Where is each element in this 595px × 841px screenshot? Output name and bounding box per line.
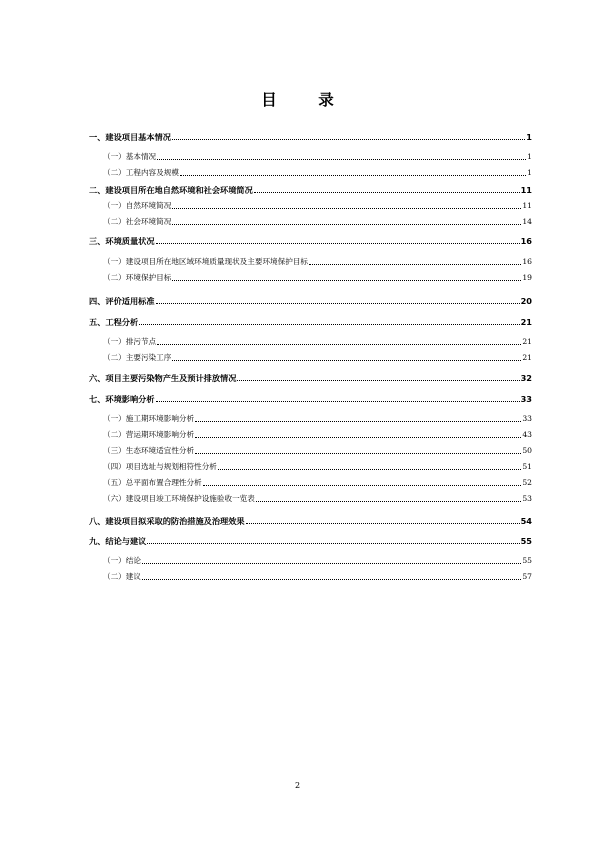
toc-entry-page: 54 (520, 516, 532, 526)
toc-entry-label: （四）项目选址与规划相符性分析 (103, 462, 217, 471)
toc-entry-page: 55 (520, 536, 532, 546)
toc-entry-label: （一）自然环境简况 (103, 201, 172, 210)
toc-dot-leader (156, 242, 520, 244)
toc-subsection-entry[interactable] (89, 336, 532, 348)
toc-subsection-entry[interactable] (89, 352, 532, 364)
toc-entry-label: 一、建设项目基本情况 (89, 132, 171, 142)
toc-entry-page: 1 (526, 132, 532, 142)
toc-dot-leader (172, 138, 525, 140)
toc-dot-leader (195, 452, 521, 454)
toc-entry-page: 11 (520, 185, 532, 195)
toc-subsection-entry[interactable] (89, 571, 532, 583)
toc-dot-leader (142, 578, 521, 580)
toc-entry-label: （二）建议 (103, 572, 141, 581)
toc-entry-label: （一）施工期环境影响分析 (103, 414, 195, 423)
toc-entry-label: （一）基本情况 (103, 152, 157, 161)
toc-entry-label: （二）社会环境简况 (103, 217, 172, 226)
toc-section-entry[interactable] (89, 235, 532, 247)
toc-dot-leader (157, 343, 521, 345)
toc-dot-leader (195, 436, 521, 438)
toc-dot-leader (172, 279, 521, 281)
toc-entry-page: 14 (522, 217, 532, 226)
toc-entry-label: （五）总平面布置合理性分析 (103, 478, 202, 487)
toc-section-entry[interactable] (89, 372, 532, 384)
toc-entry-page: 1 (527, 152, 532, 161)
toc-dot-leader (172, 207, 521, 209)
toc-entry-label: 七、环境影响分析 (89, 394, 155, 404)
toc-subsection-entry[interactable] (89, 477, 532, 489)
toc-section-entry[interactable] (89, 535, 532, 547)
toc-entry-page: 1 (527, 168, 532, 177)
toc-dot-leader (157, 158, 526, 160)
toc-entry-label: （三）生态环境适宜性分析 (103, 446, 195, 455)
toc-entry-page: 53 (522, 494, 532, 503)
toc-subsection-entry[interactable] (89, 461, 532, 473)
toc-entry-label: （一）排污节点 (103, 337, 157, 346)
toc-entry-page: 55 (522, 556, 532, 565)
toc-entry-label: （一）建设项目所在地区域环境质量现状及主要环境保护目标 (103, 257, 309, 266)
toc-subsection-entry[interactable] (89, 216, 532, 228)
toc-dot-leader (142, 562, 521, 564)
toc-dot-leader (256, 500, 521, 502)
toc-entry-label: （二）环境保护目标 (103, 273, 172, 282)
toc-dot-leader (309, 263, 521, 265)
toc-dot-leader (246, 522, 520, 524)
toc-entry-page: 43 (522, 430, 532, 439)
toc-dot-leader (218, 468, 521, 470)
toc-dot-leader (254, 191, 520, 193)
toc-entry-page: 21 (520, 317, 532, 327)
toc-subsection-entry[interactable] (89, 167, 532, 179)
page-number: 2 (294, 781, 301, 790)
toc-section-entry[interactable] (89, 515, 532, 527)
toc-section-entry[interactable] (89, 316, 532, 328)
toc-entry-label: （六）建设项目竣工环境保护设施验收一览表 (103, 494, 255, 503)
toc-entry-page: 16 (522, 257, 532, 266)
toc-entry-page: 21 (522, 353, 532, 362)
toc-entry-page: 19 (522, 273, 532, 282)
toc-section-entry[interactable] (89, 393, 532, 405)
toc-entry-page: 57 (522, 572, 532, 581)
toc-dot-leader (156, 302, 520, 304)
toc-entry-label: （二）主要污染工序 (103, 353, 172, 362)
toc-entry-page: 20 (520, 296, 532, 306)
toc-entry-label: 三、环境质量状况 (89, 236, 155, 246)
toc-dot-leader (172, 359, 521, 361)
toc-section-entry[interactable] (89, 131, 532, 143)
toc-entry-label: （二）营运期环境影响分析 (103, 430, 195, 439)
toc-dot-leader (156, 400, 520, 402)
toc-subsection-entry[interactable] (89, 200, 532, 212)
toc-entry-label: （二）工程内容及规模 (103, 168, 179, 177)
toc-section-entry[interactable] (89, 295, 532, 307)
toc-subsection-entry[interactable] (89, 256, 532, 268)
toc-entry-label: 五、工程分析 (89, 317, 139, 327)
toc-entry-page: 11 (522, 201, 532, 210)
toc-entry-page: 33 (520, 394, 532, 404)
toc-entry-page: 16 (520, 236, 532, 246)
toc-entry-label: 六、项目主要污染物产生及预计排放情况 (89, 373, 237, 383)
toc-entry-label: 四、评价适用标准 (89, 296, 155, 306)
toc-subsection-entry[interactable] (89, 555, 532, 567)
page-title: 目 录 (261, 91, 352, 109)
toc-dot-leader (147, 542, 519, 544)
toc-entry-page: 52 (522, 478, 532, 487)
toc-subsection-entry[interactable] (89, 493, 532, 505)
toc-entry-page: 33 (522, 414, 532, 423)
toc-entry-page: 32 (520, 373, 532, 383)
toc-dot-leader (203, 484, 522, 486)
toc-dot-leader (237, 379, 519, 381)
toc-dot-leader (195, 420, 521, 422)
toc-subsection-entry[interactable] (89, 413, 532, 425)
toc-dot-leader (139, 323, 519, 325)
toc-dot-leader (172, 223, 521, 225)
toc-entry-label: （一）结论 (103, 556, 141, 565)
toc-subsection-entry[interactable] (89, 445, 532, 457)
toc-entry-label: 八、建设项目拟采取的防治措施及治理效果 (89, 516, 245, 526)
toc-entry-page: 50 (522, 446, 532, 455)
toc-entry-page: 21 (522, 337, 532, 346)
toc-subsection-entry[interactable] (89, 151, 532, 163)
toc-subsection-entry[interactable] (89, 429, 532, 441)
toc-subsection-entry[interactable] (89, 272, 532, 284)
toc-entry-label: 九、结论与建议 (89, 536, 147, 546)
toc-dot-leader (180, 174, 526, 176)
toc-section-entry[interactable] (89, 184, 532, 196)
toc-entry-page: 51 (522, 462, 532, 471)
toc-entry-label: 二、建设项目所在地自然环境和社会环境简况 (89, 185, 253, 195)
